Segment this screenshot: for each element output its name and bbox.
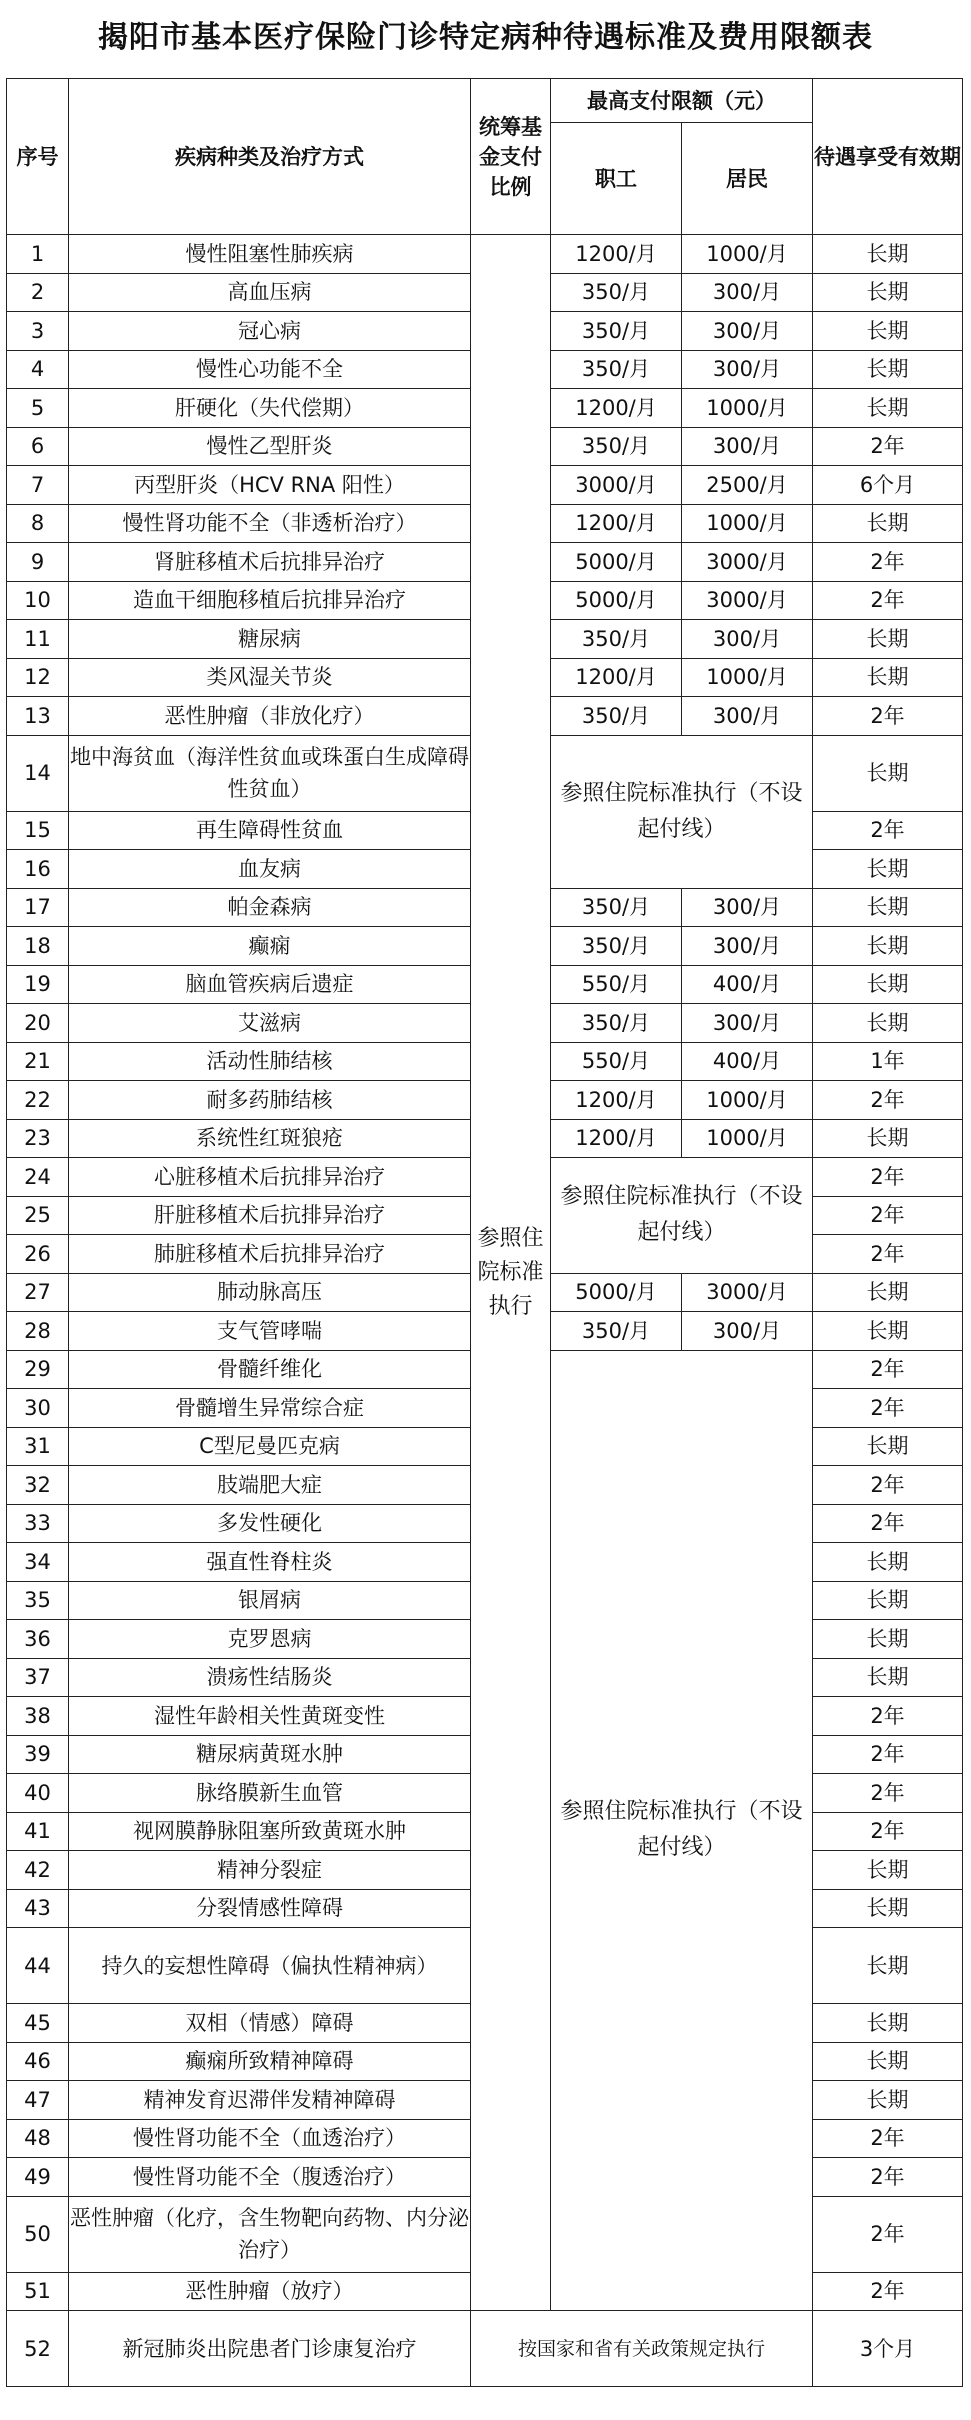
- disease-name: 肾脏移植术后抗排异治疗: [69, 543, 471, 582]
- validity-cell: 长期: [813, 312, 963, 351]
- disease-name: 造血干细胞移植后抗排异治疗: [69, 581, 471, 620]
- validity-cell: 6个月: [813, 466, 963, 505]
- resident-limit: 2500/月: [682, 466, 813, 505]
- row-index: 16: [7, 850, 69, 889]
- header-disease: 疾病种类及治疗方式: [69, 79, 471, 235]
- validity-cell: 长期: [813, 1581, 963, 1620]
- validity-cell: 长期: [813, 273, 963, 312]
- resident-limit: 300/月: [682, 1004, 813, 1043]
- row-index: 6: [7, 427, 69, 466]
- row-index: 13: [7, 697, 69, 736]
- resident-limit: 1000/月: [682, 235, 813, 274]
- disease-name: 肺动脉高压: [69, 1273, 471, 1312]
- validity-cell: 长期: [813, 235, 963, 274]
- worker-limit: 350/月: [551, 1004, 682, 1043]
- validity-cell: 长期: [813, 620, 963, 659]
- row-index: 20: [7, 1004, 69, 1043]
- worker-limit: 350/月: [551, 927, 682, 966]
- worker-limit: 350/月: [551, 620, 682, 659]
- validity-cell: 2年: [813, 1196, 963, 1235]
- worker-limit: 1200/月: [551, 389, 682, 428]
- disease-name: 克罗恩病: [69, 1620, 471, 1659]
- row-index: 33: [7, 1504, 69, 1543]
- disease-name: 银屑病: [69, 1581, 471, 1620]
- validity-cell: 长期: [813, 1620, 963, 1659]
- disease-name: 慢性心功能不全: [69, 350, 471, 389]
- row-index: 19: [7, 965, 69, 1004]
- resident-limit: 3000/月: [682, 581, 813, 620]
- row-index: 24: [7, 1158, 69, 1197]
- worker-limit: 1200/月: [551, 658, 682, 697]
- row-index: 44: [7, 1928, 69, 2004]
- policy-note-cell: 按国家和省有关政策规定执行: [471, 2311, 813, 2387]
- disease-name: 糖尿病黄斑水肿: [69, 1735, 471, 1774]
- disease-name: 地中海贫血（海洋性贫血或珠蛋白生成障碍性贫血）: [69, 735, 471, 811]
- resident-limit: 1000/月: [682, 658, 813, 697]
- validity-cell: 2年: [813, 1504, 963, 1543]
- validity-cell: 长期: [813, 1928, 963, 2004]
- disease-name: 丙型肝炎（HCV RNA 阳性）: [69, 466, 471, 505]
- validity-cell: 2年: [813, 697, 963, 736]
- row-index: 27: [7, 1273, 69, 1312]
- validity-cell: 长期: [813, 658, 963, 697]
- disease-name: 慢性肾功能不全（血透治疗）: [69, 2119, 471, 2158]
- resident-limit: 1000/月: [682, 1119, 813, 1158]
- page-title: 揭阳市基本医疗保险门诊特定病种待遇标准及费用限额表: [98, 20, 873, 55]
- row-index: 46: [7, 2042, 69, 2081]
- worker-limit: 1200/月: [551, 504, 682, 543]
- disease-name: 肺脏移植术后抗排异治疗: [69, 1235, 471, 1274]
- resident-limit: 300/月: [682, 312, 813, 351]
- row-index: 1: [7, 235, 69, 274]
- disease-name: 恶性肿瘤（非放化疗）: [69, 697, 471, 736]
- disease-name: 恶性肿瘤（化疗，含生物靶向药物、内分泌治疗）: [69, 2196, 471, 2272]
- validity-cell: 长期: [813, 1119, 963, 1158]
- disease-name: 新冠肺炎出院患者门诊康复治疗: [69, 2311, 471, 2387]
- header-worker: 职工: [551, 123, 682, 235]
- worker-limit: 1200/月: [551, 1081, 682, 1120]
- row-index: 15: [7, 811, 69, 850]
- worker-limit: 550/月: [551, 965, 682, 1004]
- validity-cell: 长期: [813, 1273, 963, 1312]
- validity-cell: 长期: [813, 1427, 963, 1466]
- validity-cell: 长期: [813, 965, 963, 1004]
- validity-cell: 长期: [813, 850, 963, 889]
- disease-name: 持久的妄想性障碍（偏执性精神病）: [69, 1928, 471, 2004]
- row-index: 5: [7, 389, 69, 428]
- disease-name: 冠心病: [69, 312, 471, 351]
- validity-cell: 长期: [813, 1312, 963, 1351]
- disease-name: 系统性红斑狼疮: [69, 1119, 471, 1158]
- row-index: 30: [7, 1389, 69, 1428]
- disease-name: 双相（情感）障碍: [69, 2004, 471, 2043]
- worker-limit: 550/月: [551, 1042, 682, 1081]
- disease-name: 慢性肾功能不全（腹透治疗）: [69, 2158, 471, 2197]
- resident-limit: 400/月: [682, 1042, 813, 1081]
- row-index: 18: [7, 927, 69, 966]
- worker-limit: 1200/月: [551, 1119, 682, 1158]
- disease-name: 骨髓纤维化: [69, 1350, 471, 1389]
- header-fund-ratio: 统筹基金支付比例: [471, 79, 551, 235]
- validity-cell: 长期: [813, 504, 963, 543]
- validity-cell: 长期: [813, 1851, 963, 1890]
- worker-limit: 5000/月: [551, 581, 682, 620]
- resident-limit: 1000/月: [682, 504, 813, 543]
- validity-cell: 2年: [813, 1235, 963, 1274]
- validity-cell: 1年: [813, 1042, 963, 1081]
- row-index: 31: [7, 1427, 69, 1466]
- validity-cell: 2年: [813, 1466, 963, 1505]
- resident-limit: 3000/月: [682, 543, 813, 582]
- disease-name: 湿性年龄相关性黄斑变性: [69, 1697, 471, 1736]
- worker-limit: 5000/月: [551, 543, 682, 582]
- resident-limit: 300/月: [682, 427, 813, 466]
- worker-limit: 350/月: [551, 427, 682, 466]
- resident-limit: 300/月: [682, 350, 813, 389]
- row-index: 22: [7, 1081, 69, 1120]
- row-index: 3: [7, 312, 69, 351]
- row-index: 12: [7, 658, 69, 697]
- resident-limit: 300/月: [682, 697, 813, 736]
- worker-limit: 5000/月: [551, 1273, 682, 1312]
- disease-name: 慢性肾功能不全（非透析治疗）: [69, 504, 471, 543]
- validity-cell: 长期: [813, 927, 963, 966]
- validity-cell: 2年: [813, 1697, 963, 1736]
- worker-limit: 350/月: [551, 888, 682, 927]
- row-index: 34: [7, 1543, 69, 1582]
- row-index: 9: [7, 543, 69, 582]
- disease-name: 慢性阻塞性肺疾病: [69, 235, 471, 274]
- validity-cell: 2年: [813, 1081, 963, 1120]
- disease-name: 视网膜静脉阻塞所致黄斑水肿: [69, 1812, 471, 1851]
- row-index: 2: [7, 273, 69, 312]
- disease-name: 耐多药肺结核: [69, 1081, 471, 1120]
- worker-limit: 350/月: [551, 697, 682, 736]
- validity-cell: 2年: [813, 1158, 963, 1197]
- row-index: 45: [7, 2004, 69, 2043]
- validity-cell: 2年: [813, 811, 963, 850]
- validity-cell: 2年: [813, 1774, 963, 1813]
- row-index: 28: [7, 1312, 69, 1351]
- worker-limit: 350/月: [551, 350, 682, 389]
- validity-cell: 2年: [813, 1735, 963, 1774]
- merged-limit-cell: 参照住院标准执行（不设起付线）: [551, 735, 813, 888]
- disease-name: 癫痫: [69, 927, 471, 966]
- resident-limit: 300/月: [682, 1312, 813, 1351]
- validity-cell: 2年: [813, 1812, 963, 1851]
- disease-name: 帕金森病: [69, 888, 471, 927]
- validity-cell: 3个月: [813, 2311, 963, 2387]
- validity-cell: 长期: [813, 389, 963, 428]
- worker-limit: 350/月: [551, 273, 682, 312]
- validity-cell: 2年: [813, 427, 963, 466]
- disease-name: C型尼曼匹克病: [69, 1427, 471, 1466]
- validity-cell: 长期: [813, 1543, 963, 1582]
- disease-name: 肢端肥大症: [69, 1466, 471, 1505]
- resident-limit: 300/月: [682, 273, 813, 312]
- resident-limit: 1000/月: [682, 1081, 813, 1120]
- validity-cell: 2年: [813, 1350, 963, 1389]
- disease-name: 溃疡性结肠炎: [69, 1658, 471, 1697]
- resident-limit: 300/月: [682, 620, 813, 659]
- disease-name: 肝硬化（失代偿期）: [69, 389, 471, 428]
- validity-cell: 2年: [813, 1389, 963, 1428]
- row-index: 23: [7, 1119, 69, 1158]
- row-index: 37: [7, 1658, 69, 1697]
- disease-name: 肝脏移植术后抗排异治疗: [69, 1196, 471, 1235]
- row-index: 7: [7, 466, 69, 505]
- validity-cell: 2年: [813, 2158, 963, 2197]
- row-index: 36: [7, 1620, 69, 1659]
- disease-table: [6, 78, 963, 2387]
- row-index: 51: [7, 2272, 69, 2311]
- validity-cell: 长期: [813, 735, 963, 811]
- disease-name: 强直性脊柱炎: [69, 1543, 471, 1582]
- disease-name: 再生障碍性贫血: [69, 811, 471, 850]
- row-index: 47: [7, 2081, 69, 2120]
- merged-limit-cell: 参照住院标准执行（不设起付线）: [551, 1350, 813, 2311]
- validity-cell: 2年: [813, 543, 963, 582]
- row-index: 42: [7, 1851, 69, 1890]
- header-validity: 待遇享受有效期: [813, 79, 963, 235]
- row-index: 38: [7, 1697, 69, 1736]
- resident-limit: 300/月: [682, 927, 813, 966]
- row-index: 8: [7, 504, 69, 543]
- row-index: 4: [7, 350, 69, 389]
- row-index: 43: [7, 1889, 69, 1928]
- table-row: [7, 2311, 963, 2387]
- resident-limit: 3000/月: [682, 1273, 813, 1312]
- row-index: 14: [7, 735, 69, 811]
- row-index: 17: [7, 888, 69, 927]
- row-index: 50: [7, 2196, 69, 2272]
- row-index: 25: [7, 1196, 69, 1235]
- validity-cell: 2年: [813, 581, 963, 620]
- validity-cell: 2年: [813, 2272, 963, 2311]
- disease-name: 活动性肺结核: [69, 1042, 471, 1081]
- row-index: 29: [7, 1350, 69, 1389]
- worker-limit: 350/月: [551, 1312, 682, 1351]
- row-index: 52: [7, 2311, 69, 2387]
- worker-limit: 350/月: [551, 312, 682, 351]
- validity-cell: 2年: [813, 2119, 963, 2158]
- row-index: 49: [7, 2158, 69, 2197]
- header-limit-group: 最高支付限额（元）: [551, 79, 813, 123]
- resident-limit: 300/月: [682, 888, 813, 927]
- row-index: 21: [7, 1042, 69, 1081]
- row-index: 32: [7, 1466, 69, 1505]
- row-index: 26: [7, 1235, 69, 1274]
- validity-cell: 长期: [813, 888, 963, 927]
- validity-cell: 长期: [813, 2081, 963, 2120]
- resident-limit: 1000/月: [682, 389, 813, 428]
- validity-cell: 长期: [813, 2004, 963, 2043]
- disease-name: 恶性肿瘤（放疗）: [69, 2272, 471, 2311]
- row-index: 11: [7, 620, 69, 659]
- disease-name: 慢性乙型肝炎: [69, 427, 471, 466]
- merged-limit-cell: 参照住院标准执行（不设起付线）: [551, 1158, 813, 1274]
- disease-name: 骨髓增生异常综合症: [69, 1389, 471, 1428]
- disease-name: 精神发育迟滞伴发精神障碍: [69, 2081, 471, 2120]
- table-row: [7, 235, 963, 274]
- validity-cell: 长期: [813, 1658, 963, 1697]
- row-index: 35: [7, 1581, 69, 1620]
- validity-cell: 2年: [813, 2196, 963, 2272]
- header-resident: 居民: [682, 123, 813, 235]
- disease-name: 类风湿关节炎: [69, 658, 471, 697]
- disease-name: 心脏移植术后抗排异治疗: [69, 1158, 471, 1197]
- disease-name: 脑血管疾病后遗症: [69, 965, 471, 1004]
- disease-name: 血友病: [69, 850, 471, 889]
- validity-cell: 长期: [813, 350, 963, 389]
- worker-limit: 1200/月: [551, 235, 682, 274]
- disease-name: 分裂情感性障碍: [69, 1889, 471, 1928]
- disease-name: 癫痫所致精神障碍: [69, 2042, 471, 2081]
- fund-ratio-cell: 参照住院标准执行: [471, 235, 551, 2311]
- row-index: 48: [7, 2119, 69, 2158]
- disease-name: 支气管哮喘: [69, 1312, 471, 1351]
- row-index: 40: [7, 1774, 69, 1813]
- row-index: 10: [7, 581, 69, 620]
- header-index: 序号: [7, 79, 69, 235]
- resident-limit: 400/月: [682, 965, 813, 1004]
- disease-name: 多发性硬化: [69, 1504, 471, 1543]
- disease-name: 艾滋病: [69, 1004, 471, 1043]
- validity-cell: 长期: [813, 1004, 963, 1043]
- disease-name: 高血压病: [69, 273, 471, 312]
- validity-cell: 长期: [813, 2042, 963, 2081]
- row-index: 39: [7, 1735, 69, 1774]
- validity-cell: 长期: [813, 1889, 963, 1928]
- disease-name: 精神分裂症: [69, 1851, 471, 1890]
- disease-name: 糖尿病: [69, 620, 471, 659]
- worker-limit: 3000/月: [551, 466, 682, 505]
- disease-name: 脉络膜新生血管: [69, 1774, 471, 1813]
- row-index: 41: [7, 1812, 69, 1851]
